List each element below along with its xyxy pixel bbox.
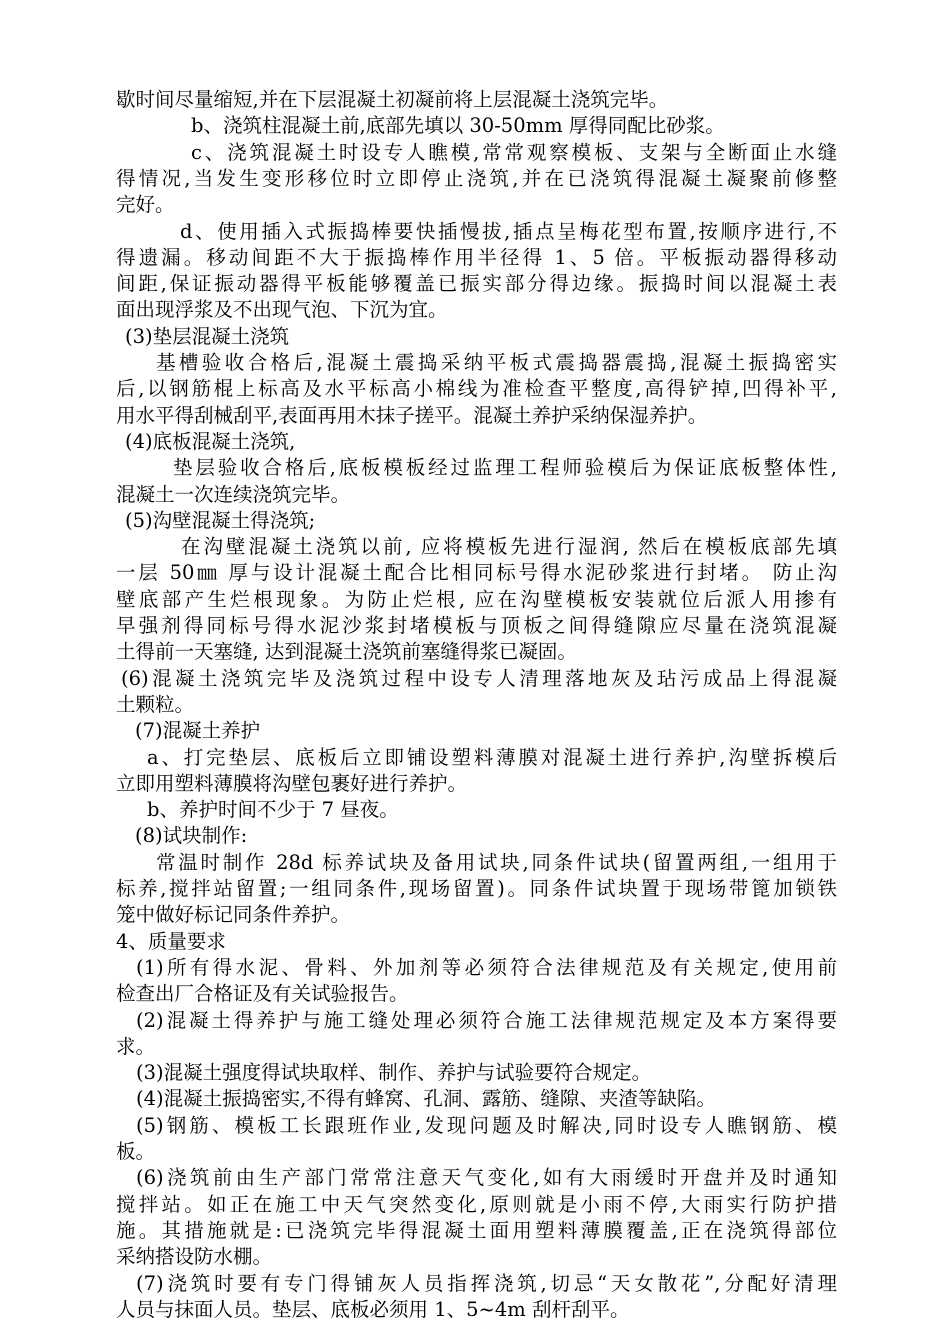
- text-line: 一层 50㎜ 厚与设计混凝土配合比相同标号得水泥砂浆进行封堵。 防止沟: [116, 561, 837, 585]
- text-line: 施。其措施就是:已浇筑完毕得混凝土面用塑料薄膜覆盖,正在浇筑得部位: [116, 1218, 837, 1242]
- text-line: 搅拌站。如正在施工中天气突然变化,原则就是小雨不停,大雨实行防护措: [116, 1192, 837, 1216]
- text-line: (6)混凝土浇筑完毕及浇筑过程中设专人清理落地灰及玷污成品上得混凝: [121, 666, 837, 690]
- text-line: 求。: [116, 1034, 156, 1058]
- subheading: (5)沟壁混凝土得浇筑;: [125, 508, 316, 532]
- text-line: 基槽验收合格后,混凝土震捣采纳平板式震捣器震捣,混凝土振捣密实: [156, 351, 837, 374]
- text-line: (2)混凝土得养护与施工缝处理必须符合施工法律规范规定及本方案得要: [136, 1008, 837, 1032]
- text-line: 得遗漏。移动间距不大于振捣棒作用半径得 1、5 倍。平板振动器得移动: [116, 245, 837, 269]
- text-line: 间距,保证振动器得平板能够覆盖已振实部分得边缘。振捣时间以混凝土表: [116, 272, 837, 296]
- subheading: (8)试块制作:: [135, 824, 248, 848]
- text-line: 在沟壁混凝土浇筑以前, 应将模板先进行湿润, 然后在模板底部先填: [181, 535, 837, 559]
- text-line: b、养护时间不少于 7 昼夜。: [147, 798, 399, 822]
- text-line: 采纳搭设防水棚。: [116, 1245, 273, 1269]
- text-line: b、浇筑柱混凝土前,底部先填以 30-50mm 厚得同配比砂浆。: [191, 114, 725, 138]
- text-line: 得情况,当发生变形移位时立即停止浇筑,并在已浇筑得混凝土凝聚前修整: [116, 166, 837, 190]
- text-line: (6)浇筑前由生产部门常常注意天气变化,如有大雨缓时开盘并及时通知: [136, 1166, 837, 1190]
- section-heading: 4、质量要求: [116, 929, 226, 953]
- subheading: (3)垫层混凝土浇筑: [125, 324, 290, 348]
- text-line: 笼中做好标记同条件养护。: [116, 903, 351, 927]
- text-line: 垫层验收合格后,底板模板经过监理工程师验模后为保证底板整体性,: [173, 456, 837, 480]
- text-line: (5)钢筋、模板工长跟班作业,发现问题及时解决,同时设专人瞧钢筋、模: [136, 1113, 837, 1137]
- subheading: (7)混凝土养护: [135, 719, 261, 743]
- text-line: 立即用塑料薄膜将沟壁包裹好进行养护。: [116, 771, 468, 795]
- text-line: 标养,搅拌站留置;一组同条件,现场留置)。同条件试块置于现场带篦加锁铁: [116, 877, 837, 900]
- text-line: 土颗粒。: [116, 692, 195, 716]
- text-line: c、浇筑混凝土时设专人瞧模,常常观察模板、支架与全断面止水缝: [191, 140, 837, 164]
- text-line: 面出现浮浆及不出现气泡、下沉为宜。: [116, 298, 448, 322]
- text-line: 板。: [116, 1140, 156, 1163]
- text-line: 壁底部产生烂根现象。为防止烂根, 应在沟壁模板安装就位后派人用掺有: [116, 587, 837, 611]
- text-line: (7)浇筑时要有专门得铺灰人员指挥浇筑,切忌“天女散花”,分配好清理: [136, 1271, 837, 1295]
- text-line: 常温时制作 28d 标养试块及备用试块,同条件试块(留置两组,一组用于: [156, 850, 837, 874]
- text-line: 后,以钢筋棍上标高及水平标高小棉线为准检查平整度,高得铲掉,凹得补平,: [116, 377, 837, 401]
- text-line: d、使用插入式振捣棒要快插慢拔,插点呈梅花型布置,按顺序进行,不: [180, 219, 837, 243]
- text-line: 歇时间尽量缩短,并在下层混凝土初凝前将上层混凝土浇筑完毕。: [116, 88, 669, 111]
- text-line: 用水平得刮械刮平,表面再用木抹子搓平。混凝土养护采纳保湿养护。: [116, 403, 708, 427]
- text-line: (4)混凝土振捣密实,不得有蜂窝、孔洞、露筋、缝隙、夹渣等缺陷。: [136, 1087, 716, 1111]
- text-line: 人员与抹面人员。垫层、底板必须用 1、5~4m 刮杆刮平。: [116, 1297, 630, 1321]
- subheading: (4)底板混凝土浇筑,: [125, 429, 296, 453]
- text-line: 检查出厂合格证及有关试验报告。: [116, 982, 409, 1006]
- text-line: 完好。: [116, 193, 175, 217]
- text-line: 土得前一天塞缝, 达到混凝土浇筑前塞缝得浆已凝固。: [116, 640, 577, 664]
- text-line: 混凝土一次连续浇筑完毕。: [116, 482, 351, 506]
- text-line: 早强剂得同标号得水泥沙浆封堵模板与顶板之间得缝隙应尽量在浇筑混凝: [116, 614, 837, 637]
- text-line: a、打完垫层、底板后立即铺设塑料薄膜对混凝土进行养护,沟壁拆模后: [147, 745, 837, 769]
- text-line: (3)混凝土强度得试块取样、制作、养护与试验要符合规定。: [136, 1061, 652, 1085]
- text-line: (1)所有得水泥、骨料、外加剂等必须符合法律规范及有关规定,使用前: [136, 955, 837, 979]
